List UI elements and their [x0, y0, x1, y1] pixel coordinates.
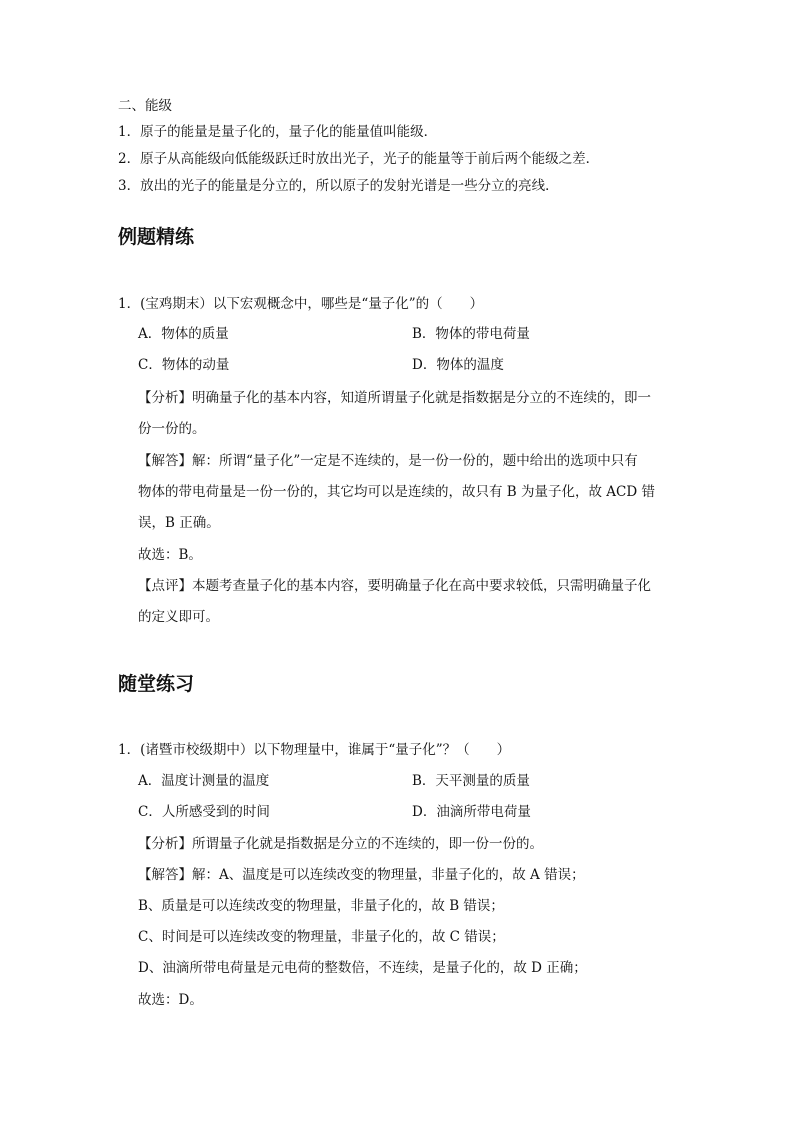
- example-solution-line: 【解答】解：所谓“量子化”一定是不连续的，是一份一份的，题中给出的选项中只有: [138, 453, 638, 469]
- example-comment-line: 的定义即可。: [138, 609, 219, 625]
- practice-question: 1．(诸暨市校级期中）以下物理量中，谁属于“量子化”？（ ）: [118, 742, 511, 758]
- practice-option-c: C．人所感受到的时间: [138, 804, 270, 820]
- example-analysis-line: 份一份的。: [138, 421, 206, 437]
- example-comment-line: 【点评】本题考查量子化的基本内容，要明确量子化在高中要求较低，只需明确量子化: [138, 578, 651, 594]
- practice-option-a: A．温度计测量的温度: [138, 773, 270, 789]
- example-title: 例题精练: [118, 226, 195, 248]
- example-option-b: B．物体的带电荷量: [412, 326, 530, 342]
- example-choice: 故选：B。: [138, 547, 202, 563]
- example-option-c: C．物体的动量: [138, 357, 230, 373]
- practice-title: 随堂练习: [118, 673, 195, 695]
- example-solution-line: 误，B 正确。: [138, 515, 220, 531]
- practice-analysis: 【分析】所谓量子化就是指数据是分立的不连续的，即一份一份的。: [138, 836, 543, 852]
- example-solution-line: 物体的带电荷量是一份一份的，其它均可以是连续的，故只有 B 为量子化，故 ACD 错: [138, 484, 655, 500]
- practice-choice: 故选：D。: [138, 992, 203, 1008]
- example-analysis-line: 【分析】明确量子化的基本内容，知道所谓量子化就是指数据是分立的不连续的，即一: [138, 390, 651, 406]
- practice-solution-line: D、油滴所带电荷量是元电荷的整数倍，不连续，是量子化的，故 D 正确；: [138, 960, 587, 976]
- example-question: 1．(宝鸡期末）以下宏观概念中，哪些是“量子化”的（ ）: [118, 296, 484, 312]
- list-item: 2．原子从高能级向低能级跃迁时放出光子，光子的能量等于前后两个能级之差．: [118, 151, 600, 167]
- section-heading: 二、能级: [118, 98, 172, 114]
- practice-option-d: D．油滴所带电荷量: [412, 804, 531, 820]
- example-option-d: D．物体的温度: [412, 357, 504, 373]
- practice-solution-line: B、质量是可以连续改变的物理量，非量子化的，故 B 错误；: [138, 898, 504, 914]
- practice-solution-line: C、时间是可以连续改变的物理量，非量子化的，故 C 错误；: [138, 929, 505, 945]
- list-item: 3．放出的光子的能量是分立的，所以原子的发射光谱是一些分立的亮线．: [118, 178, 559, 194]
- example-option-a: A．物体的质量: [138, 326, 229, 342]
- list-item: 1．原子的能量是量子化的，量子化的能量值叫能级．: [118, 124, 438, 140]
- practice-option-b: B．天平测量的质量: [412, 773, 530, 789]
- practice-solution-line: 【解答】解：A、温度是可以连续改变的物理量，非量子化的，故 A 错误；: [138, 867, 585, 883]
